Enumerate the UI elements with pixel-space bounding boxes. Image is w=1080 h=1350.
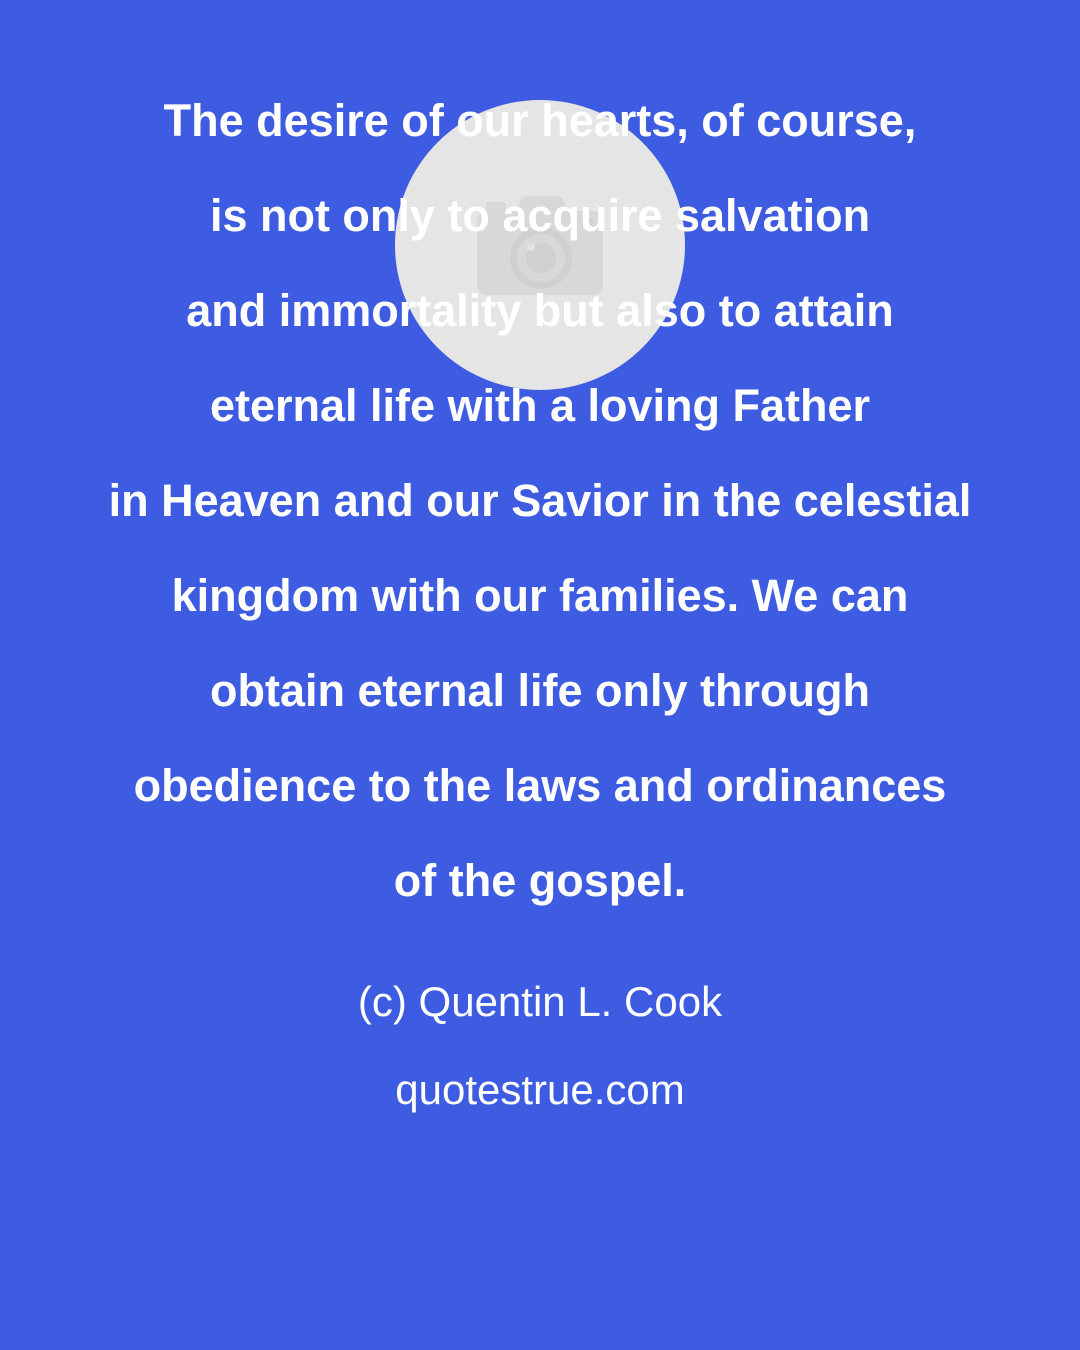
quote-line: obedience to the laws and ordinances: [133, 760, 947, 811]
quote-line: eternal life with a loving Father: [209, 380, 871, 431]
attribution-author: (c) Quentin L. Cook: [357, 978, 723, 1025]
quote-line: in Heaven and our Savior in the celestial: [108, 475, 972, 526]
quote-line: The desire of our hearts, of course,: [163, 95, 917, 146]
quote-line: kingdom with our families. We can: [171, 570, 909, 621]
quote-line: obtain eternal life only through: [209, 665, 870, 716]
quote-line: of the gospel.: [393, 855, 687, 906]
quote-line: and immortality but also to attain: [186, 285, 894, 336]
attribution-block: [30, 958, 1050, 1134]
attribution-site: quotestrue.com: [395, 1066, 685, 1113]
quote-line: is not only to acquire salvation: [209, 190, 871, 241]
